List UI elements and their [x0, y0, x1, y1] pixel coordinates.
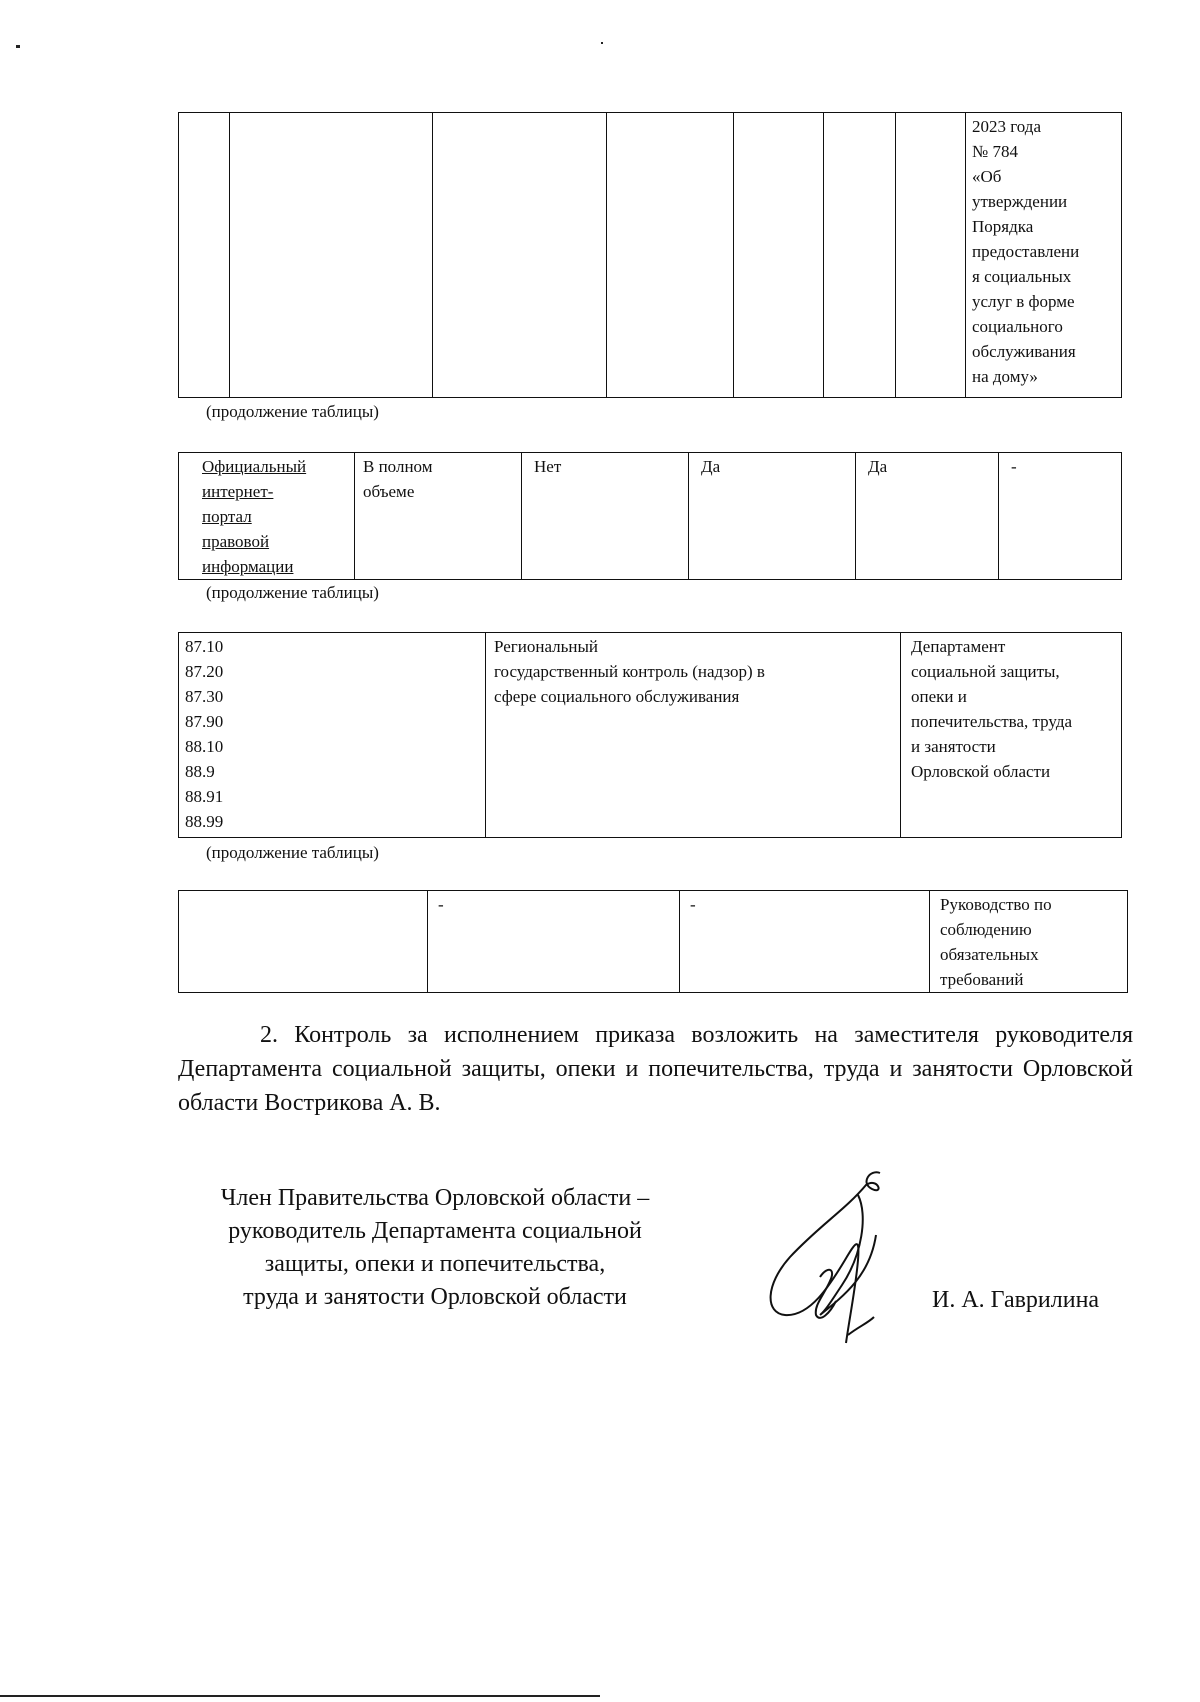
table-cell	[355, 453, 522, 580]
cell-line: Да	[868, 457, 888, 476]
cell-line: № 784	[972, 142, 1018, 161]
cell-line: предоставлени	[972, 242, 1080, 261]
cell-line: и занятости	[911, 737, 996, 756]
table-cell-guidance	[930, 891, 1128, 993]
cell-line: Руководство по	[940, 895, 1052, 914]
cell-line: объеме	[363, 482, 415, 501]
table-cell	[179, 113, 230, 398]
continuation-label: (продолжение таблицы)	[206, 583, 379, 602]
cell-line: требований	[940, 970, 1024, 989]
code-item: 88.10	[185, 737, 224, 756]
table-fragment-4	[178, 890, 1128, 993]
table-cell	[734, 113, 824, 398]
signatory-name: И. А. Гаврилина	[932, 1287, 1100, 1313]
cell-line: Региональный	[494, 637, 598, 656]
continuation-label: (продолжение таблицы)	[206, 843, 379, 862]
table-cell	[680, 891, 930, 993]
table-cell	[824, 113, 896, 398]
cell-line: Официальный	[202, 457, 307, 476]
order-paragraph-text: 2. Контроль за исполнением приказа возложить на заместителя руководителя Департамента социальной защиты, опеки и попечительства, труда и занятости Орловской области Вострикова А. В.	[178, 1022, 1133, 1116]
table-fragment-2	[178, 452, 1122, 580]
cell-line: социального	[972, 317, 1063, 336]
code-item: 87.90	[185, 712, 224, 731]
cell-line: социальной защиты,	[911, 662, 1060, 681]
cell-line: опеки и	[911, 687, 967, 706]
cell-line: я социальных	[972, 267, 1072, 286]
cell-line: на дому»	[972, 367, 1038, 386]
table-cell	[179, 891, 428, 993]
position-line: защиты, опеки и попечительства,	[264, 1251, 606, 1277]
cell-line: -	[438, 895, 444, 914]
cell-line: информации	[202, 557, 294, 576]
table-cell-control-type	[486, 633, 901, 838]
cell-line: обслуживания	[972, 342, 1076, 361]
table-cell	[607, 113, 734, 398]
code-item: 87.20	[185, 662, 224, 681]
position-line: труда и занятости Орловской области	[243, 1284, 627, 1310]
code-item: 88.91	[185, 787, 224, 806]
order-paragraph	[178, 1018, 1133, 1120]
cell-line: соблюдению	[940, 920, 1032, 939]
table-cell	[689, 453, 856, 580]
cell-line: попечительства, труда	[911, 712, 1073, 731]
signatory-position	[170, 1182, 700, 1314]
cell-line: государственный контроль (надзор) в	[494, 662, 765, 681]
scan-speck	[601, 42, 603, 44]
table-cell	[433, 113, 607, 398]
handwritten-signature	[750, 1165, 910, 1355]
cell-line: Орловской области	[911, 762, 1051, 781]
table-fragment-3	[178, 632, 1122, 838]
cell-line: правовой	[202, 532, 270, 551]
table-cell-order-reference	[966, 113, 1122, 398]
code-item: 88.9	[185, 762, 215, 781]
code-item: 87.30	[185, 687, 224, 706]
cell-line: Департамент	[911, 637, 1006, 656]
cell-line: сфере социального обслуживания	[494, 687, 740, 706]
cell-line: -	[1011, 457, 1017, 476]
cell-line: услуг в форме	[972, 292, 1075, 311]
cell-line: «Об	[972, 167, 1002, 186]
table-cell-source	[179, 453, 355, 580]
code-item: 88.99	[185, 812, 224, 831]
table-cell	[522, 453, 689, 580]
scan-speck	[16, 45, 20, 48]
cell-line: -	[690, 895, 696, 914]
table-cell	[428, 891, 680, 993]
cell-line: интернет-	[202, 482, 274, 501]
cell-line: портал	[202, 507, 252, 526]
table-cell	[896, 113, 966, 398]
table-cell	[999, 453, 1122, 580]
cell-line: обязательных	[940, 945, 1039, 964]
code-item: 87.10	[185, 637, 224, 656]
table-cell-okved-codes	[179, 633, 486, 838]
cell-line: утверждении	[972, 192, 1068, 211]
position-line: Член Правительства Орловской области –	[220, 1185, 650, 1211]
cell-line: Да	[701, 457, 721, 476]
table-cell	[856, 453, 999, 580]
cell-line: 2023 года	[972, 117, 1042, 136]
cell-line: Порядка	[972, 217, 1034, 236]
continuation-label: (продолжение таблицы)	[206, 402, 379, 421]
scan-edge-line	[0, 1695, 600, 1697]
table-cell	[230, 113, 433, 398]
table-fragment-1	[178, 112, 1122, 398]
table-cell-authority	[901, 633, 1122, 838]
cell-line: Нет	[534, 457, 562, 476]
cell-line: В полном	[363, 457, 433, 476]
position-line: руководитель Департамента социальной	[228, 1218, 642, 1244]
